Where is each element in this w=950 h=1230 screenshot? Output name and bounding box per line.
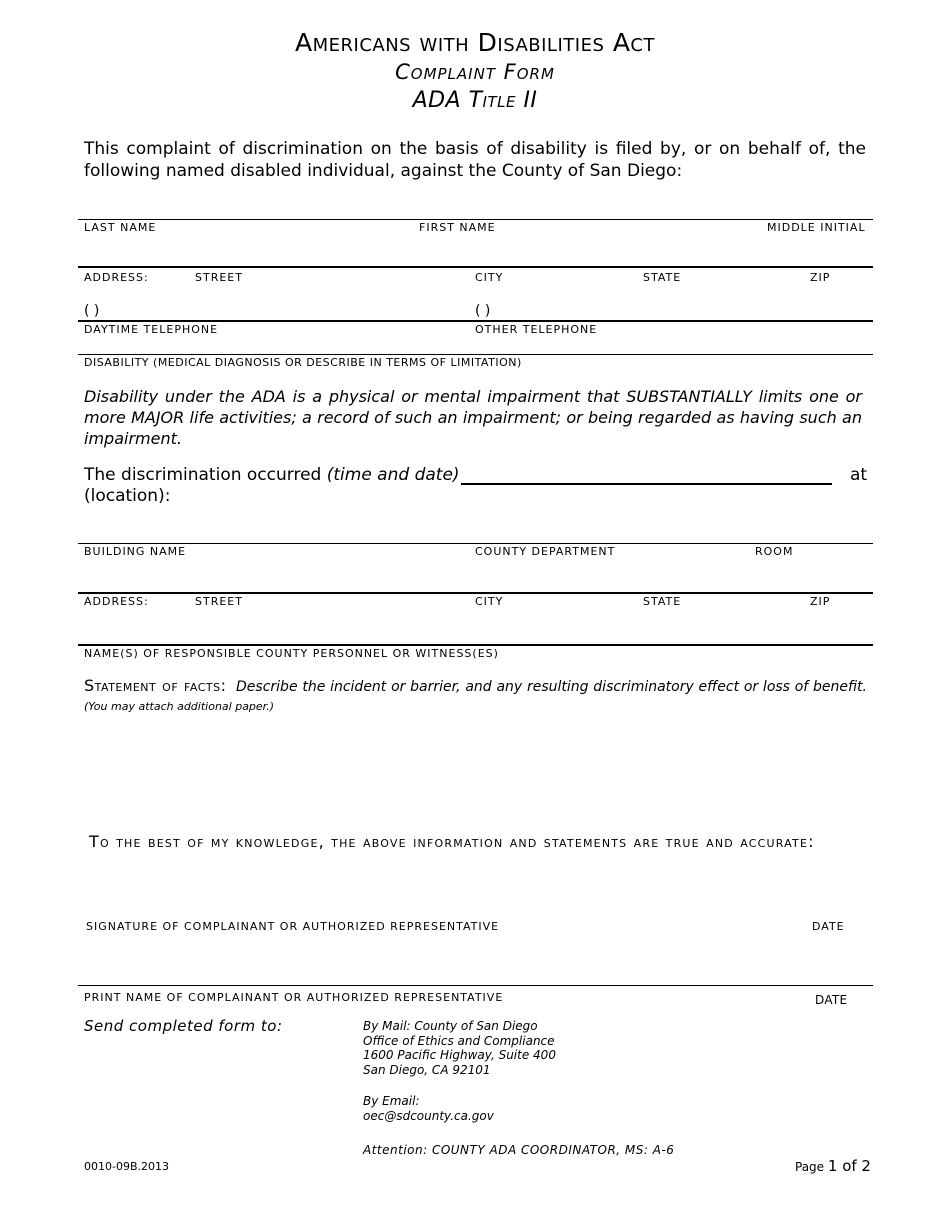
divider [78,644,873,646]
daytime-area-code[interactable]: ( ) [84,303,100,319]
print-name-date-field[interactable]: DATE [815,993,848,1007]
send-label: Send completed form to: [84,1017,283,1035]
other-area-code[interactable]: ( ) [475,303,491,319]
divider [78,985,873,986]
page-numbers: 1 of 2 [827,1157,871,1175]
divider [78,266,873,268]
first-name-field[interactable]: FIRST NAME [419,221,496,234]
divider [78,354,873,355]
signature-date-field[interactable]: DATE [812,920,845,933]
room-field[interactable]: ROOM [755,545,794,558]
city-field[interactable]: CITY [475,271,504,284]
state-field[interactable]: STATE [643,271,682,284]
personnel-witness-field[interactable]: NAME(S) OF RESPONSIBLE COUNTY PERSONNEL OR WITNESS(ES) [84,647,499,660]
building-name-field[interactable]: BUILDING NAME [84,545,187,558]
occurrence-at: at [850,465,868,485]
email-label: By Email: [363,1094,420,1108]
location-state-field[interactable]: STATE [643,595,682,608]
email-link[interactable]: oec@sdcounty.ca.gov [363,1108,494,1123]
page-label: Page [795,1160,825,1174]
zip-field[interactable]: ZIP [810,271,831,284]
location-city-field[interactable]: CITY [475,595,504,608]
location-zip-field[interactable]: ZIP [810,595,831,608]
attention-line: Attention: COUNTY ADA COORDINATOR, MS: A-6 [363,1143,675,1157]
location-street-field[interactable]: STREET [195,595,243,608]
daytime-telephone-field[interactable]: DAYTIME TELEPHONE [84,323,219,336]
occurrence-location: (location): [84,486,171,506]
mail-line: By Mail: County of San Diego [363,1019,538,1033]
form-subtitle: Complaint Form [395,60,555,84]
mail-line: 1600 Pacific Highway, Suite 400 [363,1048,556,1062]
signature-field[interactable]: SIGNATURE OF COMPLAINANT OR AUTHORIZED REPRESENTATIVE [86,920,500,933]
divider [78,320,873,322]
form-number: 0010-09B.2013 [84,1160,169,1173]
statement-of-facts [84,676,867,720]
occurrence-lead: The discrimination occurred (time and date) [84,465,460,485]
email-block [363,1094,494,1123]
middle-initial-field[interactable]: MIDDLE INITIAL [767,221,866,234]
address-label: ADDRESS: [84,271,149,284]
mail-line: Office of Ethics and Compliance [363,1033,555,1048]
form-title: Americans with Disabilities Act [295,28,655,57]
statement-text-area[interactable] [84,722,867,817]
divider [78,592,873,594]
county-department-field[interactable]: COUNTY DEPARTMENT [475,545,616,558]
divider [78,543,873,544]
mail-address [363,1019,556,1077]
disability-definition: Disability under the ADA is a physical or mental impairment that SUBSTANTIALLY limits one or more MAJOR life activities; a record of such an impairment; or being regarded as having such an impairment. [84,387,862,448]
attestation-text: To the best of my knowledge, the above information and statements are true and accurate: [89,832,815,851]
statement-heading: Statement of facts: [84,676,227,695]
print-name-field[interactable]: PRINT NAME OF COMPLAINANT OR AUTHORIZED REPRESENTATIVE [84,991,504,1004]
form-subtitle-ada-title: ADA Title II [412,88,538,113]
statement-description: Describe the incident or barrier, and any resulting discriminatory effect or loss of benefit. [236,679,867,695]
disability-field[interactable]: DISABILITY (MEDICAL DIAGNOSIS OR DESCRIBE IN TERMS OF LIMITATION) [84,356,522,369]
location-address-label: ADDRESS: [84,595,149,608]
street-field[interactable]: STREET [195,271,243,284]
time-date-input-line[interactable] [461,483,832,485]
divider [78,219,873,220]
other-telephone-field[interactable]: OTHER TELEPHONE [475,323,598,336]
page-indicator [795,1157,871,1175]
last-name-field[interactable]: LAST NAME [84,221,157,234]
statement-note: (You may attach additional paper.) [84,700,274,713]
intro-paragraph: This complaint of discrimination on the basis of disability is filed by, or on behalf of, the following named disabled individual, against the County of San Diego: [84,139,866,181]
mail-line: San Diego, CA 92101 [363,1062,491,1077]
